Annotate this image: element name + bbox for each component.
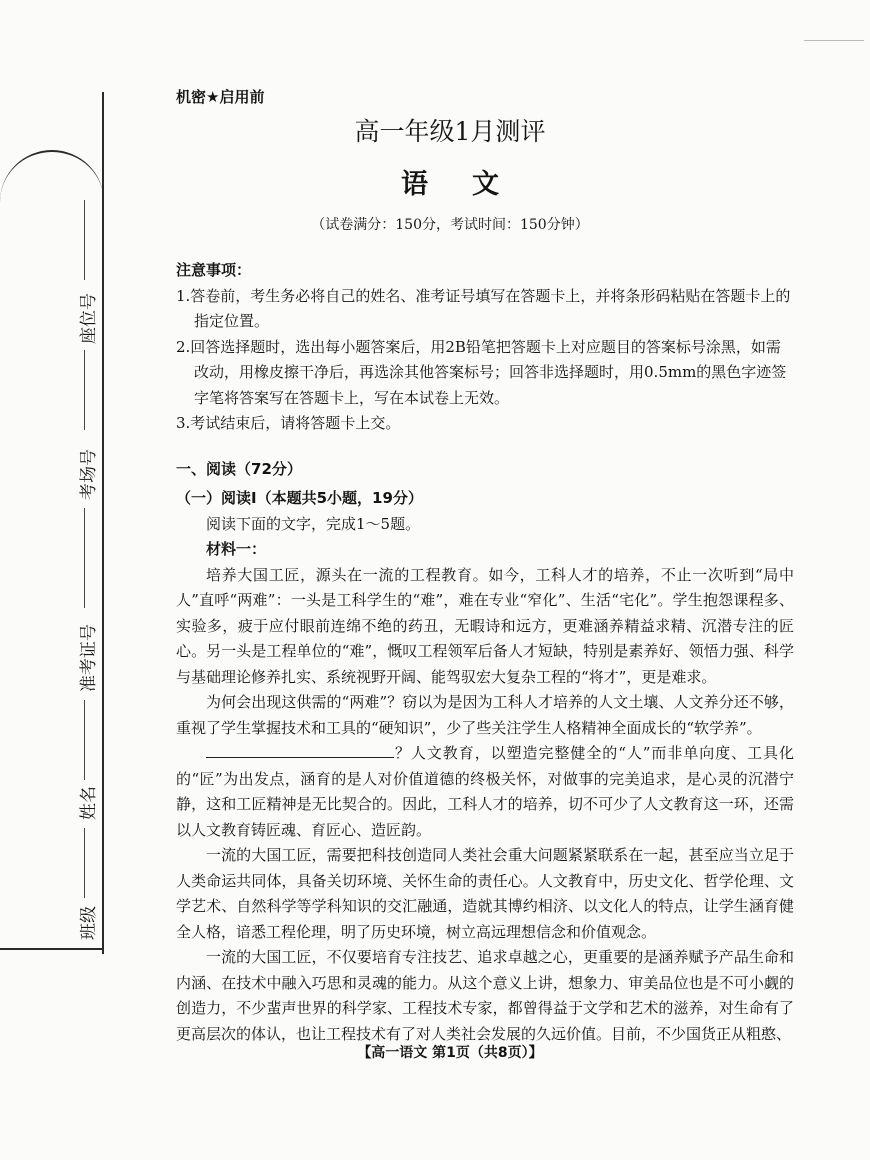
ticket-underline [84,508,85,608]
exam-room-underline [84,350,85,430]
note-item: 3.考试结束后，请将答题卡上交。 [176,414,401,432]
subsection-title: （一）阅读Ⅰ（本题共5小题，19分） [176,489,423,507]
answer-blank[interactable] [206,743,394,758]
scan-mark [804,40,864,41]
class-underline [84,828,85,898]
exam-subject: 语文 [401,169,543,200]
material-label: 材料一： [206,540,267,558]
name-field-label: 姓名 [79,786,99,820]
exam-info: （试卷满分：150分，考试时间：150分钟） [311,217,589,233]
seat-underline [84,200,85,280]
name-underline [84,700,85,780]
paragraph-text: ？人文教育，以塑造完整健全的“人”而非单向度、工具化的“匠”为出发点，涵育的是人对价值道德的终极关怀，对做事的完美追求，是心灵的沉潜宁静，这和工匠精神是无比契合的。因此，工科人才的培养，切不可少了人文教育这一环，还需以人文教育铸匠魂、育匠心、造匠韵。 [176,744,794,839]
paragraph: 培养大国工匠，源头在一流的工程教育。如今，工科人才的培养，不止一次听到“局中人”直呼“两难”：一头是工科学生的“难”，难在专业“窄化”、生活“宅化”。学生抱怨课程多、实验多，疲于应付眼前连绵不绝的药丑，无暇诗和远方，更难涵养精益求精、沉潜专注的匠心。另一头是工程单位的“难”，慨叹工程领军后备人才短缺，特别是素养好、领悟力强、科学与基础理论修养扎实、系统视野开阔、能驾驭宏大复杂工程的“将才”，更是难求。 [176,565,794,686]
exam-content [176,258,794,1047]
paragraph: 一流的大国工匠，需要把科技创造同人类社会重大问题紧紧联系在一起，甚至应当立足于人类命运共同体，具备关切环境、关怀生命的责任心。人文教育中，历史文化、哲学伦理、文学艺术、自然科学等学科知识的交汇融通，造就其博约相济、以文化人的特点，让学生涵育健全人格，谙悉工程伦理，明了历史环境，树立高远理想信念和价值观念。 [176,846,794,941]
note-item: 2.回答选择题时，选出每小题答案后，用2B铅笔把答题卡上对应题目的答案标号涂黑，如需改动，用橡皮擦干净后，再选涂其他答案标号；回答非选择题时，用0.5mm的黑色字迹签字笔将答案写在答题卡上，写在本试卷上无效。 [176,337,787,407]
notes-title: 注意事项： [176,261,252,279]
exam-title: 高一年级1月测评 [354,117,546,146]
seat-field-label: 座位号 [79,293,99,344]
instruction: 阅读下面的文字，完成1～5题。 [206,514,421,533]
note-item: 1.答卷前，考生务必将自己的姓名、准考证号填写在答题卡上，并将条形码粘贴在答题卡上的指定位置。 [176,286,791,330]
ticket-field-label: 准考证号 [79,624,99,692]
class-field-label: 班级 [79,906,99,940]
section-title: 一、阅读（72分） [176,459,302,478]
paragraph: 为何会出现这供需的“两难”？窃以为是因为工科人才培养的人文土壤、人文养分还不够，重视了学生掌握技术和工具的“硬知识”，少了些关注学生人格精神全面成长的“软学养”。 [176,693,794,737]
page-footer: 【高一语文 第1页（共8页）】 [357,1045,543,1061]
paragraph-with-blank [176,741,794,843]
binding-bottom-rule [0,948,104,950]
paragraph: 一流的大国工匠，不仅要培育专注技艺、追求卓越之心，更重要的是涵养赋予产品生命和内涵、在技术中融入巧思和灵魂的能力。从这个意义上讲，想象力、审美品位也是不可小觑的创造力，不少蜚声世界的科学家、工程技术专家，都曾得益于文学和艺术的滋养，对生命有了更高层次的体认，也让工程技术有了对人类社会发展的久远价值。目前，不少国货正从粗憨、 [176,948,794,1043]
exam-room-field-label: 考场号 [79,449,99,500]
confidential-label: 机密★启用前 [176,88,265,106]
